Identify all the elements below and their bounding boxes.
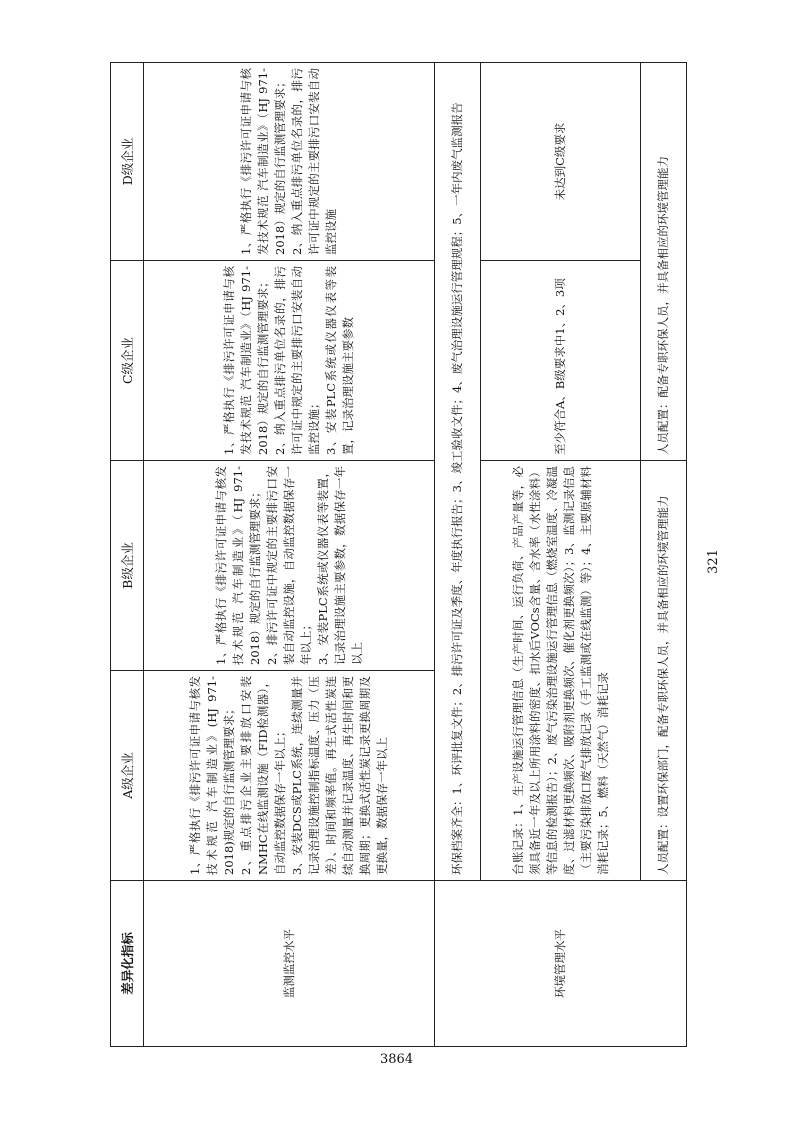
monitoring-d-item-1: 1、严格执行《排污许可证申请与核发技术规范 汽车制造业》（HJ 971-2018）规定的自行监测管理要求； bbox=[239, 68, 287, 255]
monitoring-label: 监测监控水平 bbox=[144, 881, 435, 1047]
monitoring-b-item-2: 2、排污许可证中规定的主要排污口安装自动监控设施，自动监控数据保存一年以上； bbox=[264, 466, 313, 665]
monitoring-c-item-2: 2、纳入重点排污单位名录的，排污许可证中规定的主要排污口安装自动监控设施； bbox=[273, 266, 321, 455]
monitoring-a-item-3: 3、安装DCS或PLC系统，连续测量并记录治理设施控制指标温度、压力（压差）、时间和频率值。再生式活性炭连续自动测量并记录温度、再生时间和更换周期；更换式活性炭记录更换周期及更换量，数据保存一年以上 bbox=[290, 676, 389, 875]
monitoring-a-item-2: 2、重点排污企业主要排放口安装NMHC在线监测设施（FID检测器），自动监控数据保存一年以上； bbox=[239, 676, 287, 875]
archives-row bbox=[435, 63, 481, 1047]
monitoring-grade-c bbox=[144, 261, 435, 461]
monitoring-row bbox=[144, 63, 435, 1047]
monitoring-a-item-1: 1、严格执行《排污许可证申请与核发技术规范 汽车制造业》(HJ 971-2018)规定的自行监测管理要求； bbox=[188, 676, 236, 875]
staff-cd-cell bbox=[641, 63, 687, 461]
page-number-bottom: 3864 bbox=[380, 1052, 414, 1067]
ledger-d-text: 未达到C级要求 bbox=[553, 122, 567, 201]
monitoring-c-item-3: 3、安装PLC系统或仪器仪表等装置，记录治理设施主要参数 bbox=[324, 266, 355, 455]
header-row bbox=[111, 63, 144, 1047]
archives-cell bbox=[435, 63, 481, 881]
ledger-d-cell bbox=[481, 63, 641, 261]
header-grade-c: C级企业 bbox=[111, 261, 144, 461]
header-indicator: 差异化指标 bbox=[111, 881, 144, 1047]
monitoring-c-item-1: 1、严格执行《排污许可证申请与核发技术规范 汽车制造业》（HJ 971-2018）规定的自行监测管理要求； bbox=[222, 266, 270, 455]
staff-cd-text: 人员配置：配备专职环保人员，并具备相应的环境管理能力 bbox=[656, 156, 670, 455]
archives-text: 环保档案齐全：1、环评批复文件；2、排污许可证及季度、年度执行报告；3、竣工验收文件；4、废气治理设施运行管理规程；5、一年内废气监测报告 bbox=[450, 102, 464, 875]
staff-ab-cell bbox=[641, 461, 687, 881]
header-grade-a: A级企业 bbox=[111, 671, 144, 881]
management-label: 环境管理水平 bbox=[435, 881, 687, 1047]
monitoring-grade-d bbox=[144, 63, 435, 261]
monitoring-grade-b bbox=[144, 461, 435, 671]
monitoring-b-item-3: 3、安装PLC系统或仪器仪表等装置，记录治理设施主要参数，数据保存一年以上 bbox=[315, 466, 364, 665]
differentiation-table bbox=[110, 62, 687, 1047]
staff-ab-text: 人员配置：设置环保部门，配备专职环保人员，并具备相应的环境管理能力 bbox=[656, 495, 670, 875]
ledger-c-text: 至少符合A、B级要求中1、2、3项 bbox=[553, 278, 567, 455]
page-number-side: 321 bbox=[705, 549, 721, 574]
monitoring-d-item-2: 2、纳入重点排污单位名录的，排污许可证中规定的主要排污口安装自动监控设施 bbox=[290, 68, 338, 255]
ledger-ab-text: 台账记录：1、生产设施运行管理信息（生产时间、运行负荷、产品产量等，必须具备近一年及以上所用涂料的密度、扣水后VOCs含量、含水率（水性涂料）等信息的检测报告）；2、废气污染治理设施运行管理信息（燃烧室温度、冷凝温度、过滤材料更换频次、吸附剂更换频次、催化剂更换频次）；3、监测记录信息（主要污染排放口废气排放记录（手工监测或在线监测）等）；4、主要原辅材料消耗记录；5、燃料（天然气）消耗记录 bbox=[510, 466, 610, 875]
rotated-table-area bbox=[110, 63, 686, 1047]
monitoring-b-item-1: 1、严格执行《排污许可证申请与核发技术规范 汽车制造业》（HJ 971-2018）规定的自行监测管理要求； bbox=[213, 466, 262, 665]
ledger-ab-cell bbox=[481, 461, 641, 881]
header-grade-d: D级企业 bbox=[111, 63, 144, 261]
ledger-c-cell bbox=[481, 261, 641, 461]
header-grade-b: B级企业 bbox=[111, 461, 144, 671]
monitoring-grade-a bbox=[144, 671, 435, 881]
